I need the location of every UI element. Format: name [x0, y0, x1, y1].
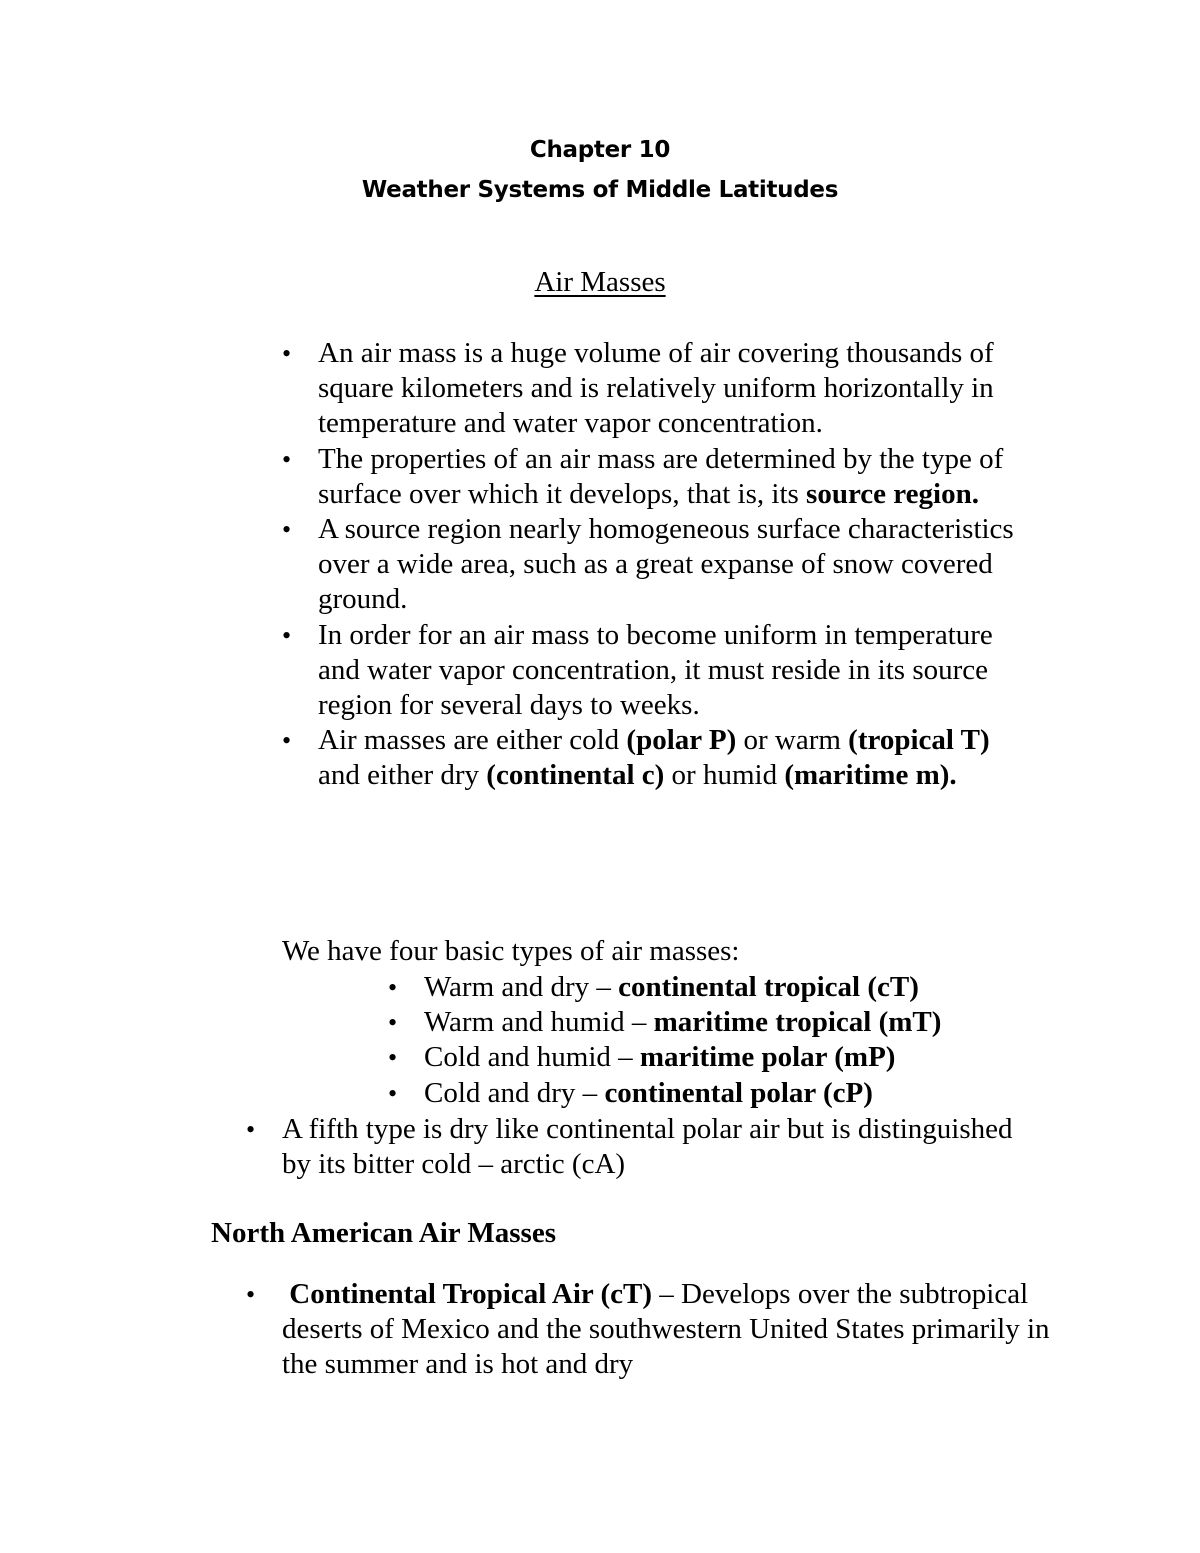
section-heading-north-american: North American Air Masses	[211, 1217, 556, 1249]
item-bold-term: source region.	[806, 477, 979, 510]
air-mass-bullet-list	[282, 336, 1038, 794]
list-item	[282, 442, 1038, 512]
type-name: maritime tropical (mT)	[653, 1006, 942, 1039]
item-text: and either dry	[318, 759, 487, 792]
list-item	[388, 1076, 1064, 1111]
list-item	[246, 1277, 1052, 1383]
section-heading-air-masses: Air Masses	[534, 266, 666, 298]
chapter-title: Weather Systems of Middle Latitudes	[361, 177, 839, 203]
bullet-icon: •	[282, 444, 292, 474]
list-item	[388, 970, 1064, 1005]
item-text: A source region nearly homogeneous surface characteristics over a wide area, such as a great expanse of snow covered ground.	[318, 513, 1014, 616]
bullet-icon: •	[388, 973, 398, 1002]
bullet-icon: •	[388, 1043, 398, 1073]
item-bold-term: (continental c)	[486, 759, 665, 792]
item-text: In order for an air mass to become uniform in temperature and water vapor concentration, it must reside in its source region for several days to weeks.	[318, 618, 993, 722]
type-label: Warm and humid –	[424, 1006, 654, 1039]
bullet-icon: •	[282, 726, 292, 756]
item-bold-term: (polar P)	[626, 724, 737, 757]
item-bold-term: (tropical T)	[848, 724, 990, 757]
list-item	[246, 1112, 1042, 1182]
item-text: The properties of an air mass are determined by the type of surface over which it develops, that is, its	[318, 442, 1004, 510]
bullet-icon: •	[388, 1008, 398, 1038]
list-item	[282, 512, 1038, 618]
north-american-list	[246, 1277, 1052, 1383]
item-text: or humid	[664, 759, 785, 792]
type-label: Cold and humid –	[424, 1041, 640, 1074]
type-name: continental polar (cP)	[604, 1076, 873, 1109]
item-text: A fifth type is dry like continental polar air but is distinguished by its bitter cold – arctic (cA)	[282, 1113, 1013, 1181]
bullet-icon: •	[282, 339, 292, 368]
bullet-icon: •	[282, 620, 292, 650]
type-label: Warm and dry –	[424, 971, 619, 1003]
item-text: – Develops over the subtropical deserts of Mexico and the southwestern United States primarily in the summer and is hot and dry	[282, 1278, 1050, 1381]
item-text: or warm	[736, 724, 849, 757]
bullet-icon: •	[282, 515, 292, 545]
air-mass-types-list	[388, 970, 1064, 1111]
fifth-type-list	[246, 1112, 1042, 1182]
item-text: An air mass is a huge volume of air covering thousands of square kilometers and is relatively uniform horizontally in temperature and water vapor concentration.	[318, 337, 994, 440]
item-bold-term: (maritime m).	[784, 759, 957, 792]
bullet-icon: •	[246, 1280, 256, 1309]
type-label: Cold and dry –	[424, 1076, 605, 1109]
list-item	[282, 336, 1038, 442]
types-intro: We have four basic types of air masses:	[282, 935, 740, 967]
bullet-icon: •	[246, 1115, 256, 1144]
list-item	[388, 1005, 1064, 1040]
item-text: Air masses are either cold	[318, 724, 627, 757]
type-name: continental tropical (cT)	[618, 971, 919, 1003]
list-item	[388, 1040, 1064, 1075]
item-bold-term: Continental Tropical Air (cT)	[282, 1278, 653, 1310]
list-item	[282, 618, 1038, 724]
bullet-icon: •	[388, 1078, 398, 1108]
chapter-number: Chapter 10	[529, 137, 671, 163]
type-name: maritime polar (mP)	[639, 1041, 896, 1074]
list-item	[282, 723, 1038, 793]
